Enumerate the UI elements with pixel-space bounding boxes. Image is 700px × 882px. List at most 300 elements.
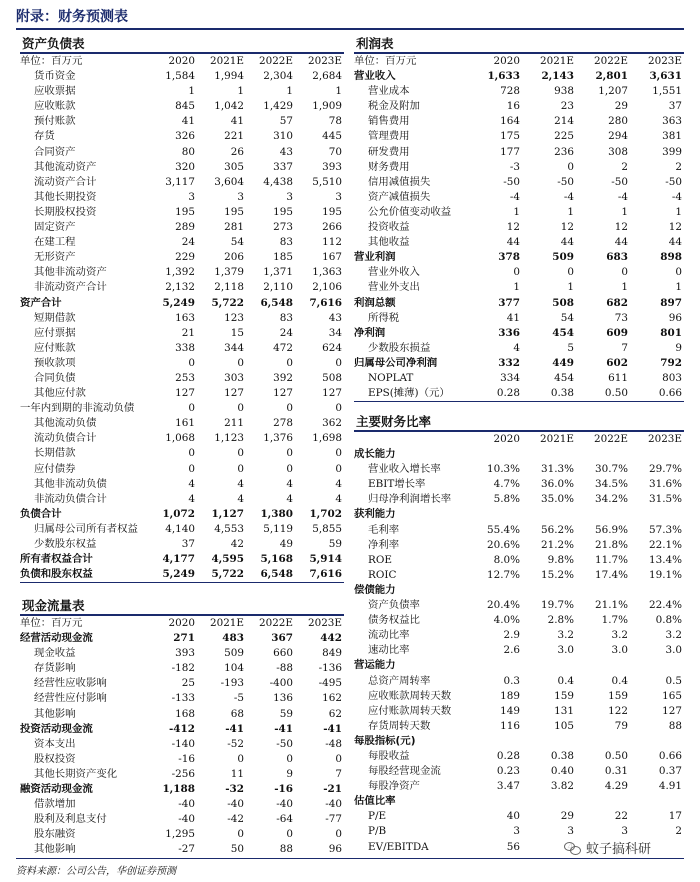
cell-value: 378: [498, 251, 520, 264]
table-row: [354, 69, 684, 84]
cell-value: 4: [237, 477, 244, 490]
cell-value: 3.47: [496, 780, 520, 793]
balance-sheet-table: [20, 54, 344, 582]
cell-value: 25: [181, 677, 195, 690]
cell-value: 17.4%: [594, 568, 628, 581]
cell-value: 367: [271, 632, 293, 645]
cell-value: 1,392: [165, 266, 195, 279]
cell-value: 2.9: [503, 629, 520, 642]
row-label: 合同资产: [34, 145, 76, 158]
cell-value: 4: [286, 492, 293, 505]
cell-value: 229: [175, 251, 195, 264]
table-row: [20, 767, 344, 782]
cell-value: 54: [230, 236, 244, 249]
row-label: 其他流动负债: [34, 417, 97, 430]
row-label: 营业成本: [368, 85, 410, 98]
table-row: [20, 356, 344, 371]
row-label: 成长能力: [354, 448, 396, 461]
cell-value: 0.66: [658, 749, 682, 762]
source-note: 资料来源：公司公告，华创证券预测: [16, 866, 176, 877]
cell-value: 41: [506, 311, 520, 324]
cell-value: 5,510: [312, 175, 342, 188]
cell-value: -40: [227, 798, 244, 811]
table-row: [354, 311, 684, 326]
cell-value: 3.2: [611, 629, 628, 642]
cashflow-table: [20, 616, 344, 858]
cell-value: 4: [188, 492, 195, 505]
cell-value: -42: [227, 813, 244, 826]
year-header: 2020: [493, 55, 520, 67]
cell-value: 308: [608, 145, 628, 158]
cell-value: 5,855: [312, 522, 342, 535]
table-row: [20, 250, 344, 265]
cell-value: 5,722: [211, 296, 244, 309]
row-label: 资本支出: [34, 737, 76, 750]
table-row: [20, 827, 344, 842]
cell-value: -21: [323, 783, 342, 796]
cell-value: 20.6%: [486, 538, 520, 551]
cell-value: [630, 583, 684, 598]
table-row: [20, 235, 344, 250]
cell-value: 611: [608, 371, 628, 384]
cell-value: 80: [181, 145, 195, 158]
cell-value: 4,140: [165, 522, 195, 535]
cell-value: 127: [273, 387, 293, 400]
row-label: 销售费用: [368, 115, 410, 128]
table-row: [20, 722, 344, 737]
cell-value: 1,127: [211, 507, 244, 520]
table-row: [354, 326, 684, 341]
row-label: 经营性应收影响: [34, 677, 107, 690]
cell-value: 1,909: [312, 100, 342, 113]
cell-value: 2.8%: [547, 614, 574, 627]
cell-value: 0: [567, 266, 574, 279]
unit-label: 单位：百万元: [354, 55, 417, 67]
cell-value: 0: [567, 160, 574, 173]
row-label: 营业外收入: [368, 266, 420, 279]
table-row: [354, 190, 684, 205]
table-row: [354, 553, 684, 568]
cell-value: 104: [224, 662, 244, 675]
table-row: [20, 220, 344, 235]
table-row: [354, 809, 684, 824]
cell-value: 31.3%: [540, 463, 574, 476]
watermark: [560, 838, 655, 857]
cell-value: 4: [286, 477, 293, 490]
cell-value: 337: [273, 160, 293, 173]
row-label: 每股指标(元): [354, 734, 416, 747]
table-row: [20, 782, 344, 797]
cell-value: 15: [230, 326, 244, 339]
cell-value: 3,117: [165, 175, 195, 188]
cell-value: 381: [662, 130, 682, 143]
ratios-table: [354, 432, 684, 855]
cell-value: 845: [175, 100, 195, 113]
cell-value: 0: [237, 356, 244, 369]
cell-value: [630, 447, 684, 462]
cell-value: 4: [237, 492, 244, 505]
cell-value: 5,722: [211, 568, 244, 581]
cell-value: [576, 447, 630, 462]
cell-value: 5,168: [260, 553, 293, 566]
cell-value: 0: [335, 447, 342, 460]
table-row: [20, 99, 344, 114]
cell-value: 0: [237, 447, 244, 460]
cell-value: 508: [322, 371, 342, 384]
table-row: [20, 371, 344, 386]
cell-value: 0.66: [658, 387, 682, 400]
cell-value: 83: [279, 236, 293, 249]
cell-value: 1: [675, 205, 682, 218]
year-header: 2022E: [258, 55, 293, 67]
cell-value: 236: [554, 145, 574, 158]
cell-value: 2,132: [165, 281, 195, 294]
table-row: [354, 704, 684, 719]
cell-value: 4,595: [211, 553, 244, 566]
table-row: [354, 296, 684, 311]
bottom-rule: [16, 858, 684, 859]
cell-value: -193: [220, 677, 244, 690]
cell-value: 4.0%: [493, 614, 520, 627]
table-row: [354, 779, 684, 794]
table-row: [354, 265, 684, 280]
cell-value: 0: [188, 447, 195, 460]
year-header: 2020: [168, 617, 195, 629]
table-row: [354, 764, 684, 779]
cell-value: [576, 794, 630, 809]
cell-value: 36.0%: [540, 478, 574, 491]
row-label: 短期借款: [34, 311, 76, 324]
cell-value: 362: [322, 417, 342, 430]
cell-value: 1: [621, 281, 628, 294]
income-title: 利润表: [356, 36, 394, 51]
cell-value: -4: [671, 190, 682, 203]
cell-value: [630, 658, 684, 673]
cell-value: 5: [567, 341, 574, 354]
cell-value: 12: [560, 221, 574, 234]
cell-value: 399: [662, 145, 682, 158]
table-row: [20, 631, 344, 646]
table-row: [354, 386, 684, 401]
cell-value: 175: [500, 130, 520, 143]
cell-value: 4.91: [658, 780, 682, 793]
table-row: [20, 477, 344, 492]
cell-value: 0.23: [496, 765, 520, 778]
row-label: 其他长期投资: [34, 190, 97, 203]
row-label: 净利润: [354, 326, 386, 339]
cell-value: 4: [335, 477, 342, 490]
cell-value: 6,548: [260, 568, 293, 581]
cell-value: 454: [552, 326, 574, 339]
cell-value: 849: [322, 647, 342, 660]
table-row: [20, 265, 344, 280]
cell-value: 37: [181, 538, 195, 550]
cell-value: 5,249: [162, 296, 195, 309]
cell-value: 1,379: [214, 266, 244, 279]
cell-value: 7: [335, 767, 342, 780]
cell-value: 0.50: [604, 749, 628, 762]
cell-value: 79: [614, 719, 628, 732]
table-row: [20, 401, 344, 416]
row-label: 投资收益: [368, 221, 410, 234]
unit-label: [354, 432, 468, 447]
cell-value: 1: [675, 281, 682, 294]
cell-value: [522, 794, 576, 809]
cell-value: 320: [175, 160, 195, 173]
table-row: [354, 523, 684, 538]
cell-value: 50: [230, 843, 244, 856]
cell-value: -40: [276, 798, 293, 811]
year-header: 2020: [168, 55, 195, 67]
cell-value: 2: [675, 825, 682, 838]
cell-value: 23: [560, 100, 574, 113]
cell-value: 1: [567, 205, 574, 218]
cell-value: 211: [224, 417, 244, 430]
cell-value: 0: [237, 752, 244, 765]
cell-value: 1,702: [309, 507, 342, 520]
row-label: 投资活动现金流: [20, 722, 93, 735]
row-label: 获利能力: [354, 508, 396, 521]
table-row: [354, 99, 684, 114]
table-row: [354, 794, 684, 809]
cell-value: 0.28: [496, 387, 520, 400]
cell-value: 12.7%: [486, 568, 520, 581]
row-label: 应收票据: [34, 85, 76, 98]
year-header: 2021E: [209, 617, 244, 629]
table-row: [20, 145, 344, 160]
cell-value: 57: [279, 115, 293, 128]
cell-value: 0: [237, 402, 244, 415]
cell-value: 127: [322, 387, 342, 400]
row-label: 其他非流动资产: [34, 266, 107, 279]
row-label: 其他影响: [34, 707, 76, 720]
cell-value: 803: [662, 371, 682, 384]
row-label: 流动比率: [368, 629, 410, 642]
row-label: 货币资金: [34, 70, 76, 83]
cell-value: 31.5%: [648, 493, 682, 506]
row-label: 资产合计: [20, 296, 62, 309]
cell-value: 22: [614, 810, 628, 823]
table-row: [20, 691, 344, 706]
cell-value: 17: [668, 810, 682, 823]
row-label: 预收款项: [34, 356, 76, 369]
cell-value: 1,376: [263, 432, 293, 445]
cell-value: 1,188: [162, 783, 195, 796]
cell-value: 21.8%: [594, 538, 628, 551]
row-label: 总资产周转率: [368, 674, 431, 687]
row-label: 存货周转天数: [368, 719, 431, 732]
row-label: 流动负债合计: [34, 432, 97, 445]
table-row: [354, 628, 684, 643]
cell-value: 62: [328, 707, 342, 720]
cell-value: 195: [175, 205, 195, 218]
row-label: 应付账款: [34, 341, 76, 354]
table-row: [20, 522, 344, 537]
cell-value: 454: [554, 371, 574, 384]
cell-value: [468, 583, 522, 598]
cell-value: 26: [230, 145, 244, 158]
table-row: [354, 356, 684, 371]
table-row: [20, 280, 344, 295]
cell-value: 898: [660, 251, 682, 264]
cell-value: 21.2%: [540, 538, 574, 551]
cell-value: 0: [513, 266, 520, 279]
table-row: [20, 69, 344, 84]
table-row: [20, 507, 344, 522]
cell-value: 34.2%: [594, 493, 628, 506]
cell-value: 37: [668, 100, 682, 113]
cell-value: 1,363: [312, 266, 342, 279]
cell-value: 127: [175, 387, 195, 400]
cell-value: 344: [224, 341, 244, 354]
row-label: 股利及利息支付: [34, 813, 107, 826]
cell-value: 801: [660, 326, 682, 339]
cell-value: 2: [621, 160, 628, 173]
cell-value: 483: [222, 632, 244, 645]
cell-value: -64: [276, 813, 293, 826]
cell-value: 4.29: [604, 780, 628, 793]
top-rule: [16, 28, 684, 30]
cell-value: 271: [173, 632, 195, 645]
table-row: [20, 326, 344, 341]
cell-value: -32: [225, 783, 244, 796]
cell-value: 0.4: [611, 674, 628, 687]
cell-value: 2: [675, 160, 682, 173]
cell-value: 214: [554, 115, 574, 128]
table-row: [20, 84, 344, 99]
cell-value: -4: [509, 190, 520, 203]
cell-value: 1,068: [165, 432, 195, 445]
cell-value: 0: [335, 752, 342, 765]
cell-value: 602: [606, 356, 628, 369]
cell-value: 13.4%: [648, 553, 682, 566]
row-label: 借款增加: [34, 798, 76, 811]
cell-value: 195: [322, 205, 342, 218]
cell-value: 24: [279, 326, 293, 339]
row-label: 信用减值损失: [368, 175, 431, 188]
year-header: 2020: [493, 433, 520, 445]
cell-value: 29: [614, 100, 628, 113]
table-row: [20, 492, 344, 507]
cell-value: 1: [237, 85, 244, 98]
cell-value: [522, 447, 576, 462]
income-panel: [354, 36, 684, 402]
year-header: 2023E: [307, 55, 342, 67]
cell-value: 0.50: [604, 387, 628, 400]
cell-value: [468, 734, 522, 749]
cell-value: 159: [608, 689, 628, 702]
year-header: 2022E: [593, 433, 628, 445]
ratios-title: 主要财务比率: [356, 414, 432, 429]
cell-value: 70: [328, 145, 342, 158]
cell-value: 728: [500, 85, 520, 98]
cell-value: 3,631: [649, 70, 682, 83]
cell-value: 49: [279, 538, 293, 550]
cell-value: 19.7%: [540, 599, 574, 612]
cell-value: 12: [668, 221, 682, 234]
header-row: [354, 432, 684, 447]
cell-value: 0.28: [496, 749, 520, 762]
cell-value: 19.1%: [648, 568, 682, 581]
cell-value: 0.38: [550, 387, 574, 400]
row-label: 一年内到期的非流动负债: [20, 402, 135, 415]
row-label: 管理费用: [368, 130, 410, 143]
cell-value: 4,177: [162, 553, 195, 566]
row-label: 公允价值变动收益: [368, 205, 452, 218]
row-label: 经营活动现金流: [20, 632, 93, 645]
cell-value: -50: [276, 737, 293, 750]
cell-value: 682: [606, 296, 628, 309]
cell-value: 30.7%: [594, 463, 628, 476]
cell-value: 509: [552, 251, 574, 264]
row-label: 长期股权投资: [34, 205, 97, 218]
row-label: 负债和股东权益: [20, 568, 93, 581]
cell-value: 5.8%: [493, 493, 520, 506]
unit-label: 单位：百万元: [20, 55, 83, 67]
cell-value: 310: [273, 130, 293, 143]
cell-value: -136: [318, 662, 342, 675]
row-label: 税金及附加: [368, 100, 420, 113]
cell-value: 4,438: [263, 175, 293, 188]
cell-value: 34.5%: [594, 478, 628, 491]
cell-value: 96: [328, 843, 342, 856]
table-row: [354, 341, 684, 356]
cell-value: -50: [503, 175, 520, 188]
cell-value: 0: [335, 356, 342, 369]
cell-value: 206: [224, 251, 244, 264]
cell-value: [522, 583, 576, 598]
cell-value: 56.2%: [540, 523, 574, 536]
row-label: 归属母公司净利润: [354, 356, 438, 369]
row-label: 股权投资: [34, 752, 76, 765]
cell-value: 508: [552, 296, 574, 309]
cell-value: 123: [224, 311, 244, 324]
cell-value: 278: [273, 417, 293, 430]
cell-value: 3: [335, 190, 342, 203]
table-row: [20, 661, 344, 676]
row-label: 归母净利润增长率: [368, 493, 452, 506]
cell-value: 3.0: [665, 644, 682, 657]
cell-value: 472: [273, 341, 293, 354]
cell-value: 56: [506, 840, 520, 853]
row-label: 偿债能力: [354, 583, 396, 596]
table-row: [354, 568, 684, 583]
cashflow-title: 现金流量表: [22, 598, 85, 613]
table-row: [20, 205, 344, 220]
cell-value: 73: [614, 311, 628, 324]
table-row: [354, 658, 684, 673]
table-row: [20, 752, 344, 767]
row-label: 应付债券: [34, 462, 76, 475]
row-label: 无形资产: [34, 251, 76, 264]
cell-value: 332: [498, 356, 520, 369]
row-label: 营业外支出: [368, 281, 420, 294]
cell-value: 131: [554, 704, 574, 717]
cell-value: 59: [328, 538, 342, 550]
cell-value: 3.0: [557, 644, 574, 657]
cell-value: 1,551: [652, 85, 682, 98]
cell-value: [522, 734, 576, 749]
table-row: [354, 583, 684, 598]
cell-value: -88: [276, 662, 293, 675]
cell-value: 0: [237, 462, 244, 475]
cell-value: 29: [560, 810, 574, 823]
cell-value: 0: [286, 402, 293, 415]
row-label: 少数股东权益: [34, 538, 97, 550]
cell-value: 3.2: [665, 629, 682, 642]
row-label: 营业收入: [354, 70, 396, 83]
cell-value: 0.4: [557, 674, 574, 687]
